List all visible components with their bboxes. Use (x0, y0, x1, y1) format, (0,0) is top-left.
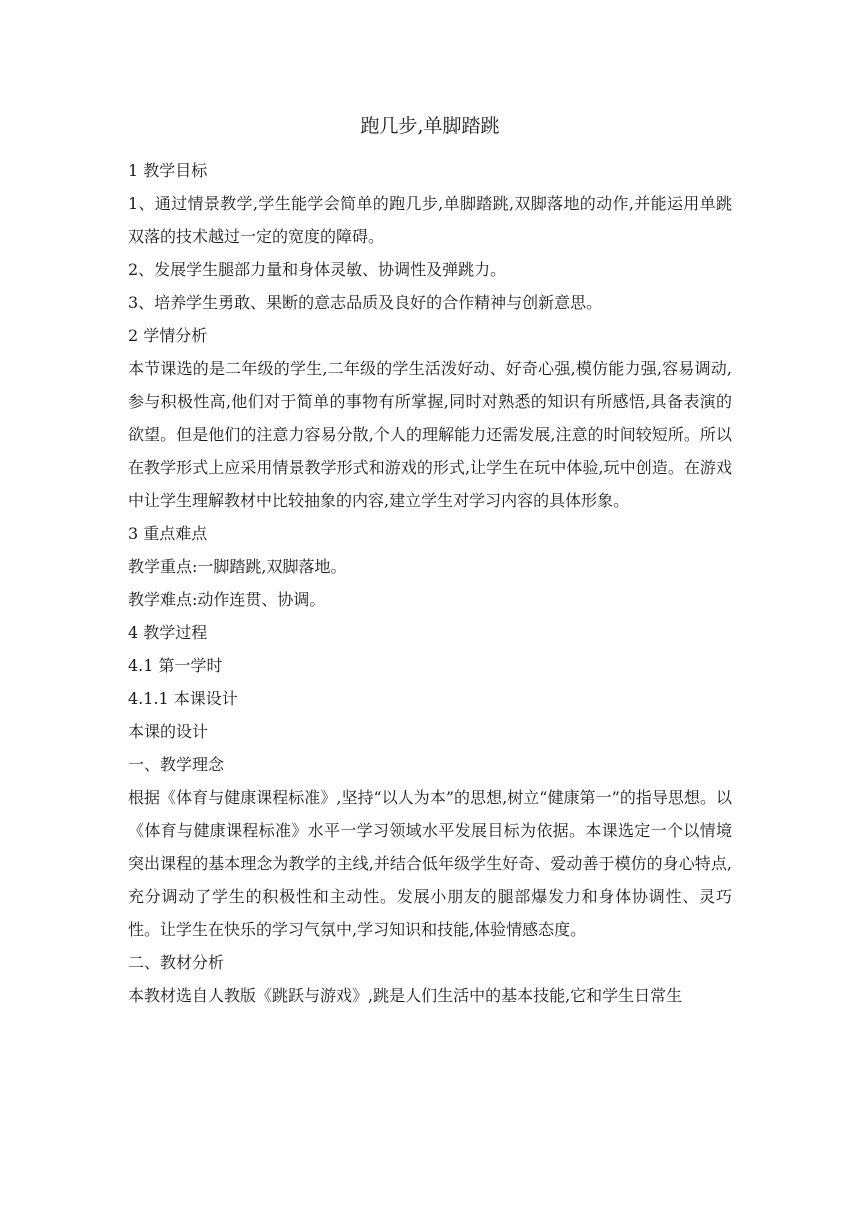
document-title: 跑几步,单脚踏跳 (360, 115, 500, 137)
section-heading-objectives: 1 教学目标 (128, 161, 208, 180)
heading-teaching-philosophy: 一、教学理念 (128, 755, 225, 774)
subsection-heading-lesson-design: 4.1.1 本课设计 (128, 689, 238, 708)
heading-material-analysis: 二、教材分析 (128, 953, 225, 972)
paragraph-objective-1: 1、通过情景教学,学生能学会简单的跑几步,单脚踏跳,双脚落地的动作,并能运用单跳双落的技术越过一定的宽度的障碍。 (128, 194, 732, 246)
paragraph-objective-3: 3、培养学生勇敢、果断的意志品质及良好的合作精神与创新意思。 (128, 293, 603, 312)
heading-lesson-design: 本课的设计 (128, 722, 209, 741)
document-body (128, 110, 732, 1012)
section-heading-teaching-process: 4 教学过程 (128, 623, 208, 642)
section-heading-student-analysis: 2 学情分析 (128, 326, 208, 345)
paragraph-teaching-philosophy: 根据《体育与健康课程标准》,坚持“以人为本”的思想,树立“健康第一”的指导思想。以《体育与健康课程标准》水平一学习领域水平发展目标为依据。本课选定一个以情境突出课程的基本理念为教学的主线,并结合低年级学生好奇、爱动善于模仿的身心特点,充分调动了学生的积极性和主动性。发展小朋友的腿部爆发力和身体协调性、灵巧性。让学生在快乐的学习气氛中,学习知识和技能,体验情感态度。 (128, 788, 732, 939)
paragraph-objective-2: 2、发展学生腿部力量和身体灵敏、协调性及弹跳力。 (128, 260, 507, 279)
paragraph-student-analysis: 本节课选的是二年级的学生,二年级的学生活泼好动、好奇心强,模仿能力强,容易调动,参与积极性高,他们对于简单的事物有所掌握,同时对熟悉的知识有所感悟,具备表演的欲望。但是他们的注意力容易分散,个人的理解能力还需发展,注意的时间较短所。所以在教学形式上应采用情景教学形式和游戏的形式,让学生在玩中体验,玩中创造。在游戏中让学生理解教材中比较抽象的内容,建立学生对学习内容的具体形象。 (128, 359, 732, 510)
section-heading-key-points: 3 重点难点 (128, 524, 208, 543)
paragraph-teaching-focus: 教学重点:一脚踏跳,双脚落地。 (128, 557, 347, 576)
paragraph-teaching-difficulty: 教学难点:动作连贯、协调。 (128, 590, 326, 609)
paragraph-material-analysis: 本教材选自人教版《跳跃与游戏》,跳是人们生活中的基本技能,它和学生日常生 (128, 986, 683, 1005)
subsection-heading-first-period: 4.1 第一学时 (128, 656, 223, 675)
